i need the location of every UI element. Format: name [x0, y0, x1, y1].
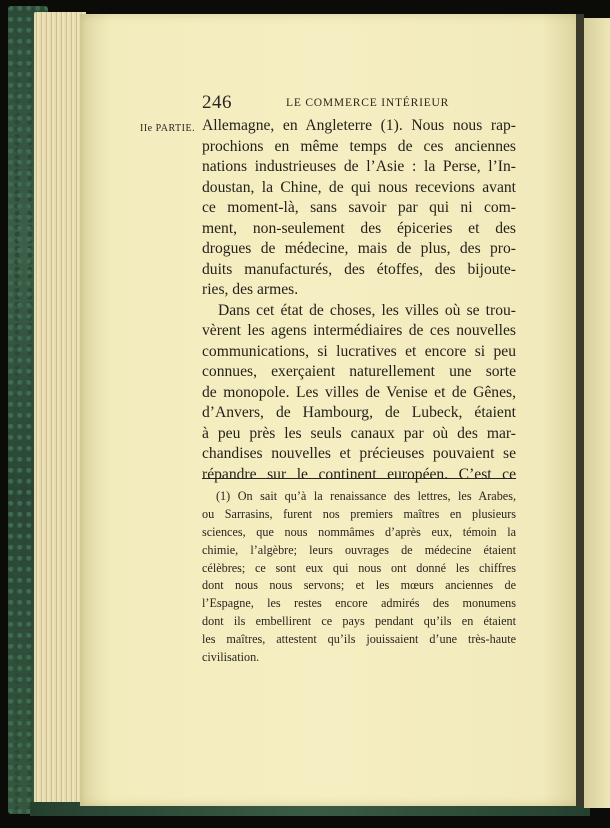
body-line: vèrent les agens intermédiaires de ces nouvelles — [202, 322, 516, 339]
body-line: d’Anvers, de Hambourg, de Lubeck, étaient — [202, 404, 516, 421]
body-line: Allemagne, en Angleterre (1). Nous nous rap- — [202, 117, 516, 134]
running-head — [202, 92, 522, 116]
body-text — [202, 116, 516, 485]
body-line: duits manufacturés, des étoffes, des bijoute- — [202, 260, 516, 278]
body-line: Dans cet état de choses, les villes où se trou- — [218, 301, 516, 319]
body-line: ce moment-là, sans savoir par qui ni com- — [202, 199, 516, 216]
footnote-rule — [202, 478, 516, 479]
footnote-line: dont ils embellirent ce pays pendant qu’ils en étaient — [202, 614, 516, 629]
body-line: ries, des armes. — [202, 281, 299, 298]
footnote-line: les maîtres, attestent qu’ils jouissaient d’une très-haute — [202, 632, 516, 647]
body-line: communications, si lucratives et encore si peu — [202, 342, 516, 360]
footnote-line: l’Espagne, les restes encore admirés des monumens — [202, 596, 516, 611]
body-line: à peu près les seuls canaux par où des mar- — [202, 424, 516, 442]
body-line: nations industrieuses de l’Asie : la Perse, l’In- — [202, 158, 516, 175]
gutter-shadow — [576, 14, 584, 806]
body-line: connues, exerçaient naturellement une sorte — [202, 363, 516, 380]
body-line: prochions en même temps de ces anciennes — [202, 137, 516, 155]
body-line: répandre sur le continent européen. C’est ce — [202, 465, 516, 483]
footnote-line: civilisation. — [202, 650, 260, 665]
footnote-line: chimie, l’algèbre; leurs ouvrages de médecine étaient — [202, 542, 516, 557]
footnote-line: célèbres; ce sont eux qui nous ont donné les chiffres — [202, 560, 516, 575]
footnote-line: dont nous nous servons; et les mœurs anciennes de — [202, 578, 516, 593]
footnote-line: (1) On sait qu’à la renaissance des lettres, les Arabes, — [216, 489, 516, 503]
body-line: doustan, la Chine, de qui nous recevions avant — [202, 178, 516, 196]
page-number: 246 — [202, 92, 232, 113]
footnote-line: ou Sarrasins, furent nos premiers maîtres en plusieurs — [202, 506, 516, 521]
body-line: chandises nouvelles et précieuses pouvaient se — [202, 445, 516, 462]
page-edges — [34, 12, 86, 808]
footnote — [202, 488, 516, 667]
body-line: drogues de médecine, mais de plus, des pro- — [202, 240, 516, 257]
next-page-edge — [584, 18, 610, 808]
body-line: de monopole. Les villes de Venise et de Gênes, — [202, 383, 516, 401]
running-title: LE COMMERCE INTÉRIEUR — [286, 97, 450, 109]
footnote-line: sciences, que nous nommâmes d’après eux, témoin la — [202, 524, 516, 539]
margin-note: IIe PARTIE. — [140, 123, 196, 134]
body-line: ment, non-seulement des épiceries et des — [202, 219, 516, 237]
